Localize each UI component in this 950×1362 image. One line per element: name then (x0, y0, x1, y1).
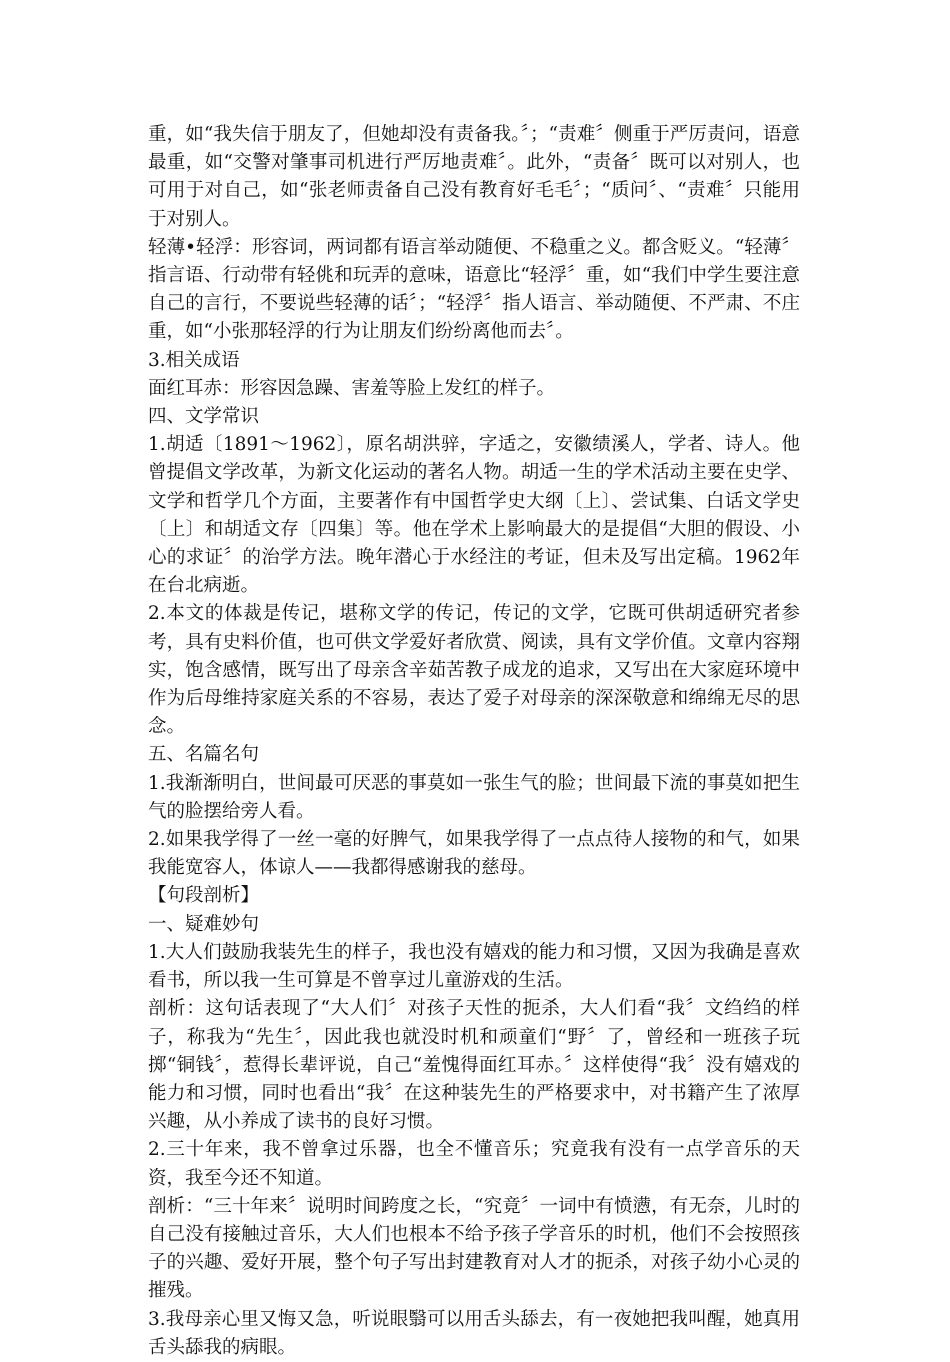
paragraph-idiom-definition: 面红耳赤：形容因急躁、害羞等脸上发红的样子。 (148, 377, 556, 399)
paragraph-blame-comparison: 重，如“我失信于朋友了，但她却没有责备我。〞；“责难〞侧重于严厉责问，语意最重，如“交警对肇事司机进行严厉地责难〞。此外，“责备〞既可以对别人，也可用于对自己，如“张老师责备自己没有教育好毛毛〞；“质问〞、“责难〞只能用于对别人。 (148, 124, 800, 230)
heading-famous-quotes: 五、名篇名句 (148, 744, 260, 766)
document-body (148, 121, 800, 1362)
paragraph-sentence-1: 1.大人们鼓励我装先生的样子，我也没有嬉戏的能力和习惯，又因为我确是喜欢看书，所以我一生可算是不曾享过儿童游戏的生活。 (148, 941, 800, 992)
heading-related-idioms: 3.相关成语 (148, 349, 240, 371)
paragraph-author-bio: 1.胡适〔1891～1962〕，原名胡洪骍，字适之，安徽绩溪人，学者、诗人。他曾提倡文学改革，为新文化运动的著名人物。胡适一生的学术活动主要在史学、文学和哲学几个方面，主要著作有中国哲学史大纲〔上〕、尝试集、白话文学史〔上〕和胡适文存〔四集〕等。他在学术上影响最大的是提倡“大胆的假设、小心的求证〞的治学方法。晚年潜心于水经注的考证，但未及写出定稿。1962年在台北病逝。 (148, 434, 800, 597)
heading-literary-knowledge: 四、文学常识 (148, 406, 260, 428)
paragraph-quote-2: 2.如果我学得了一丝一毫的好脾气，如果我学得了一点点待人接物的和气，如果我能宽容人，体谅人——我都得感谢我的慈母。 (148, 829, 800, 879)
paragraph-quote-1: 1.我渐渐明白，世间最可厌恶的事莫如一张生气的脸；世间最下流的事莫如把生气的脸摆给旁人看。 (148, 772, 800, 822)
paragraph-sentence-2: 2.三十年来，我不曾拿过乐器，也全不懂音乐；究竟我有没有一点学音乐的天资，我至今还不知道。 (148, 1139, 800, 1189)
paragraph-sentence-3: 3.我母亲心里又悔又急，听说眼翳可以用舌头舔去，有一夜她把我叫醒，她真用舌头舔我的病眼。 (148, 1308, 800, 1358)
heading-difficult-sentences: 一、疑难妙句 (148, 913, 260, 935)
paragraph-analysis-1: 剖析：这句话表现了“大人们〞对孩子天性的扼杀，大人们看“我〞文绉绉的样子，称我为“先生〞，因此我也就没时机和顽童们“野〞了，曾经和一班孩子玩掷“铜钱〞，惹得长辈评说，自己“羞愧得面红耳赤。〞这样使得“我〞没有嬉戏的能力和习惯，同时也看出“我〞在这种装先生的严格要求中，对书籍产生了浓厚兴趣，从小养成了读书的良好习惯。 (148, 998, 800, 1133)
paragraph-genre: 2.本文的体裁是传记，堪称文学的传记，传记的文学，它既可供胡适研究者参考，具有史料价值，也可供文学爱好者欣赏、阅读，具有文学价值。文章内容翔实，饱含感情，既写出了母亲含辛茹苦教子成龙的追求，又写出在大家庭环境中作为后母维持家庭关系的不容易，表达了爱子对母亲的深深敬意和绵绵无尽的思念。 (148, 603, 800, 738)
paragraph-frivolous-comparison: 轻薄•轻浮：形容词，两词都有语言举动随便、不稳重之义。都含贬义。“轻薄〞指言语、行动带有轻佻和玩弄的意味，语意比“轻浮〞重，如“我们中学生要注意自己的言行，不要说些轻薄的话〞；“轻浮〞指人语言、举动随便、不严肃、不庄重，如“小张那轻浮的行为让朋友们纷纷离他而去〞。 (148, 236, 800, 343)
paragraph-analysis-2: 剖析：“三十年来〞说明时间跨度之长，“究竟〞一词中有愤懑，有无奈，儿时的自己没有接触过音乐，大人们也根本不给予孩子学音乐的时机，他们不会按照孩子的兴趣、爱好开展，整个句子写出封建教育对人才的扼杀，对孩子幼小心灵的摧残。 (148, 1195, 800, 1302)
heading-sentence-analysis: 【句段剖析】 (148, 885, 260, 907)
